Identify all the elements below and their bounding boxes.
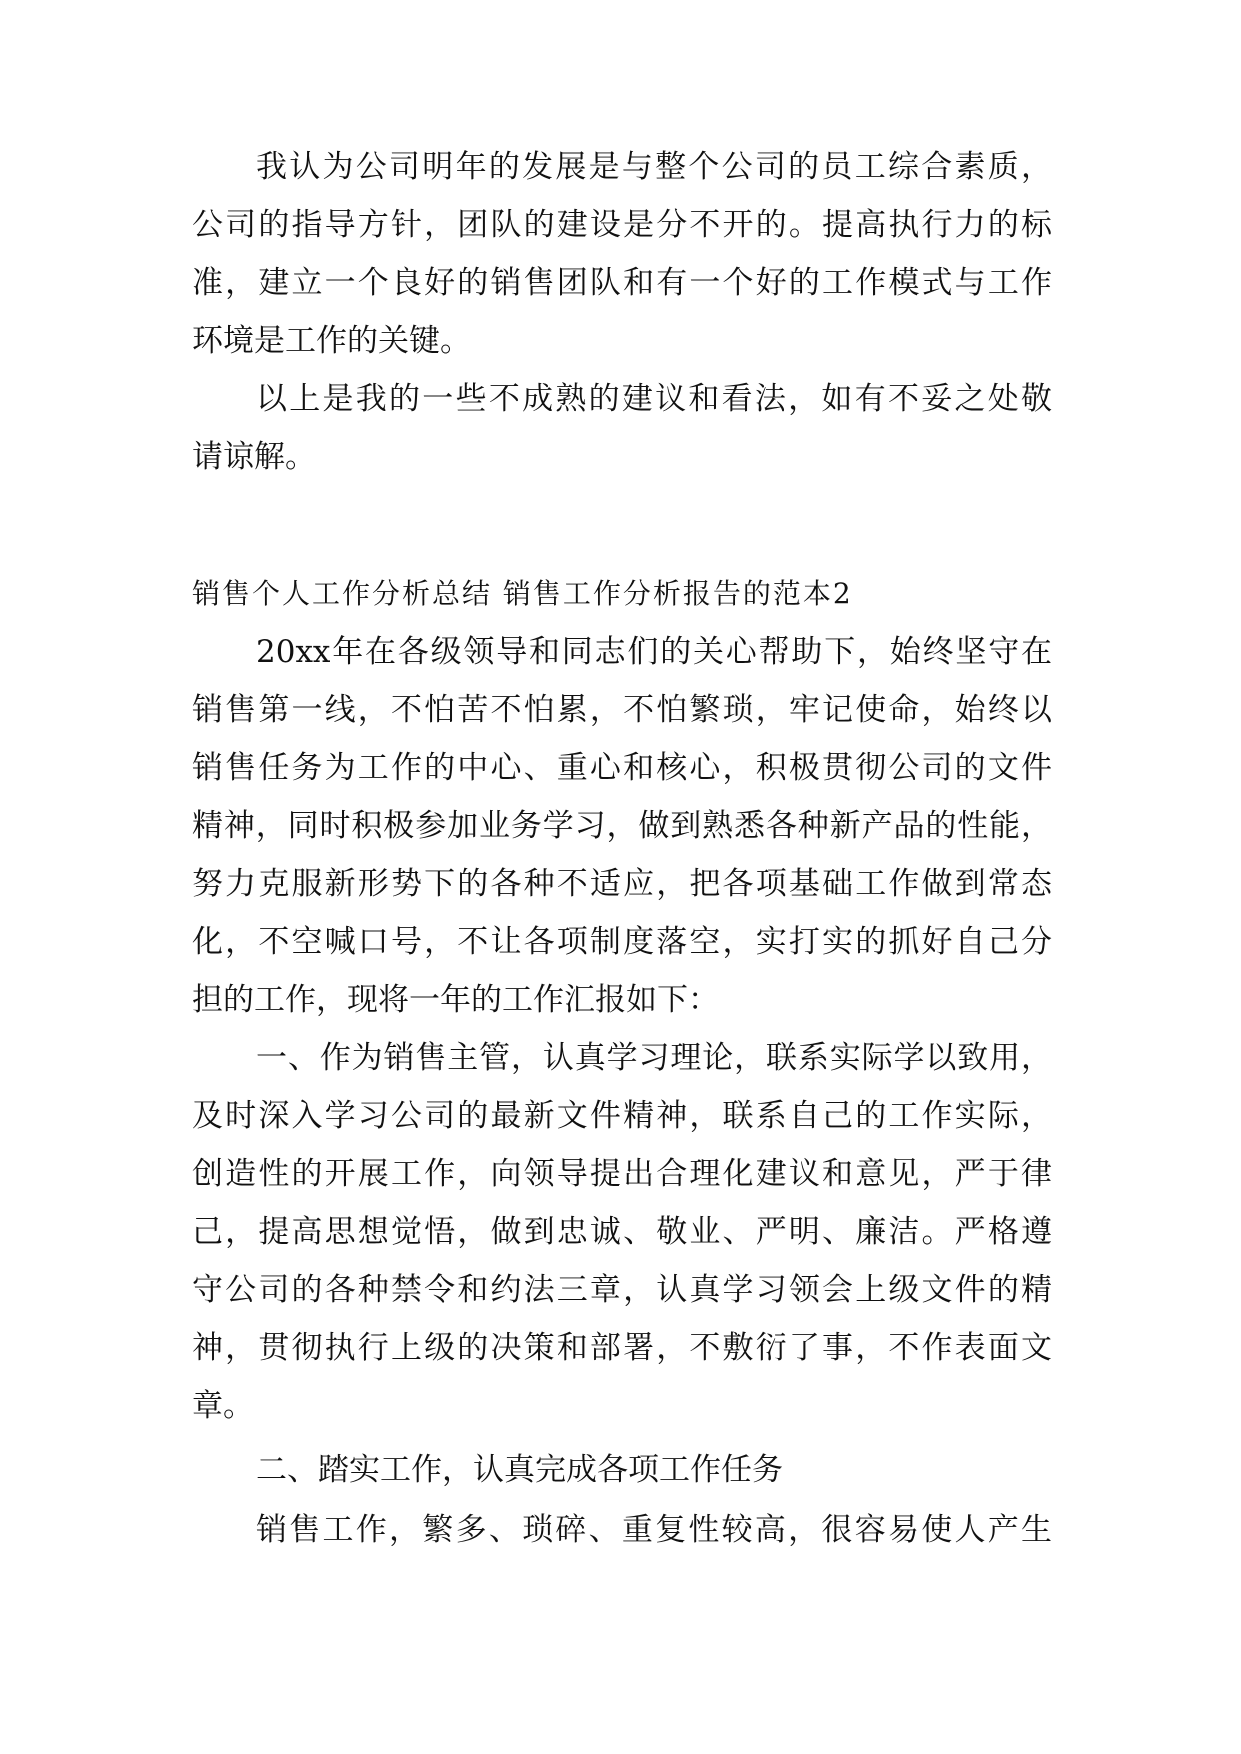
paragraph-6-line-1: 销售工作，繁多、琐碎、重复性较高，很容易使人产生 xyxy=(256,1512,1052,1548)
paragraph-2-line-2: 请谅解。 xyxy=(192,439,316,475)
section-title: 销售个人工作分析总结 销售工作分析报告的范本2 xyxy=(192,577,853,610)
paragraph-3-line-6: 化，不空喊口号，不让各项制度落空，实打实的抓好自己分 xyxy=(192,924,1052,960)
paragraph-1-line-4: 环境是工作的关键。 xyxy=(192,323,471,359)
paragraph-4-line-4: 己，提高思想觉悟，做到忠诚、敬业、严明、廉洁。严格遵 xyxy=(192,1214,1052,1250)
paragraph-5-line-1: 二、踏实工作，认真完成各项工作任务 xyxy=(256,1452,783,1488)
paragraph-4-line-1: 一、作为销售主管，认真学习理论，联系实际学以致用， xyxy=(256,1040,1052,1076)
paragraph-1-line-2: 公司的指导方针，团队的建设是分不开的。提高执行力的标 xyxy=(192,207,1052,243)
paragraph-3-line-5: 努力克服新形势下的各种不适应，把各项基础工作做到常态 xyxy=(192,866,1052,902)
paragraph-3-line-2: 销售第一线，不怕苦不怕累，不怕繁琐，牢记使命，始终以 xyxy=(192,692,1052,728)
paragraph-4-line-3: 创造性的开展工作，向领导提出合理化建议和意见，严于律 xyxy=(192,1156,1052,1192)
paragraph-4-line-2: 及时深入学习公司的最新文件精神，联系自己的工作实际， xyxy=(192,1098,1052,1134)
paragraph-4-line-6: 神，贯彻执行上级的决策和部署，不敷衍了事，不作表面文 xyxy=(192,1330,1052,1366)
paragraph-2-line-1: 以上是我的一些不成熟的建议和看法，如有不妥之处敬 xyxy=(256,381,1052,417)
paragraph-3-line-3: 销售任务为工作的中心、重心和核心，积极贯彻公司的文件 xyxy=(192,750,1052,786)
paragraph-3-line-4: 精神，同时积极参加业务学习，做到熟悉各种新产品的性能， xyxy=(192,808,1052,844)
paragraph-1-line-3: 准，建立一个良好的销售团队和有一个好的工作模式与工作 xyxy=(192,265,1052,301)
paragraph-3-line-7: 担的工作，现将一年的工作汇报如下： xyxy=(192,982,719,1018)
paragraph-4-line-5: 守公司的各种禁令和约法三章，认真学习领会上级文件的精 xyxy=(192,1272,1052,1308)
paragraph-1-line-1: 我认为公司明年的发展是与整个公司的员工综合素质， xyxy=(256,149,1052,185)
paragraph-4-line-7: 章。 xyxy=(192,1388,254,1424)
paragraph-3-line-1: 20xx年在各级领导和同志们的关心帮助下，始终坚守在 xyxy=(256,634,1052,670)
